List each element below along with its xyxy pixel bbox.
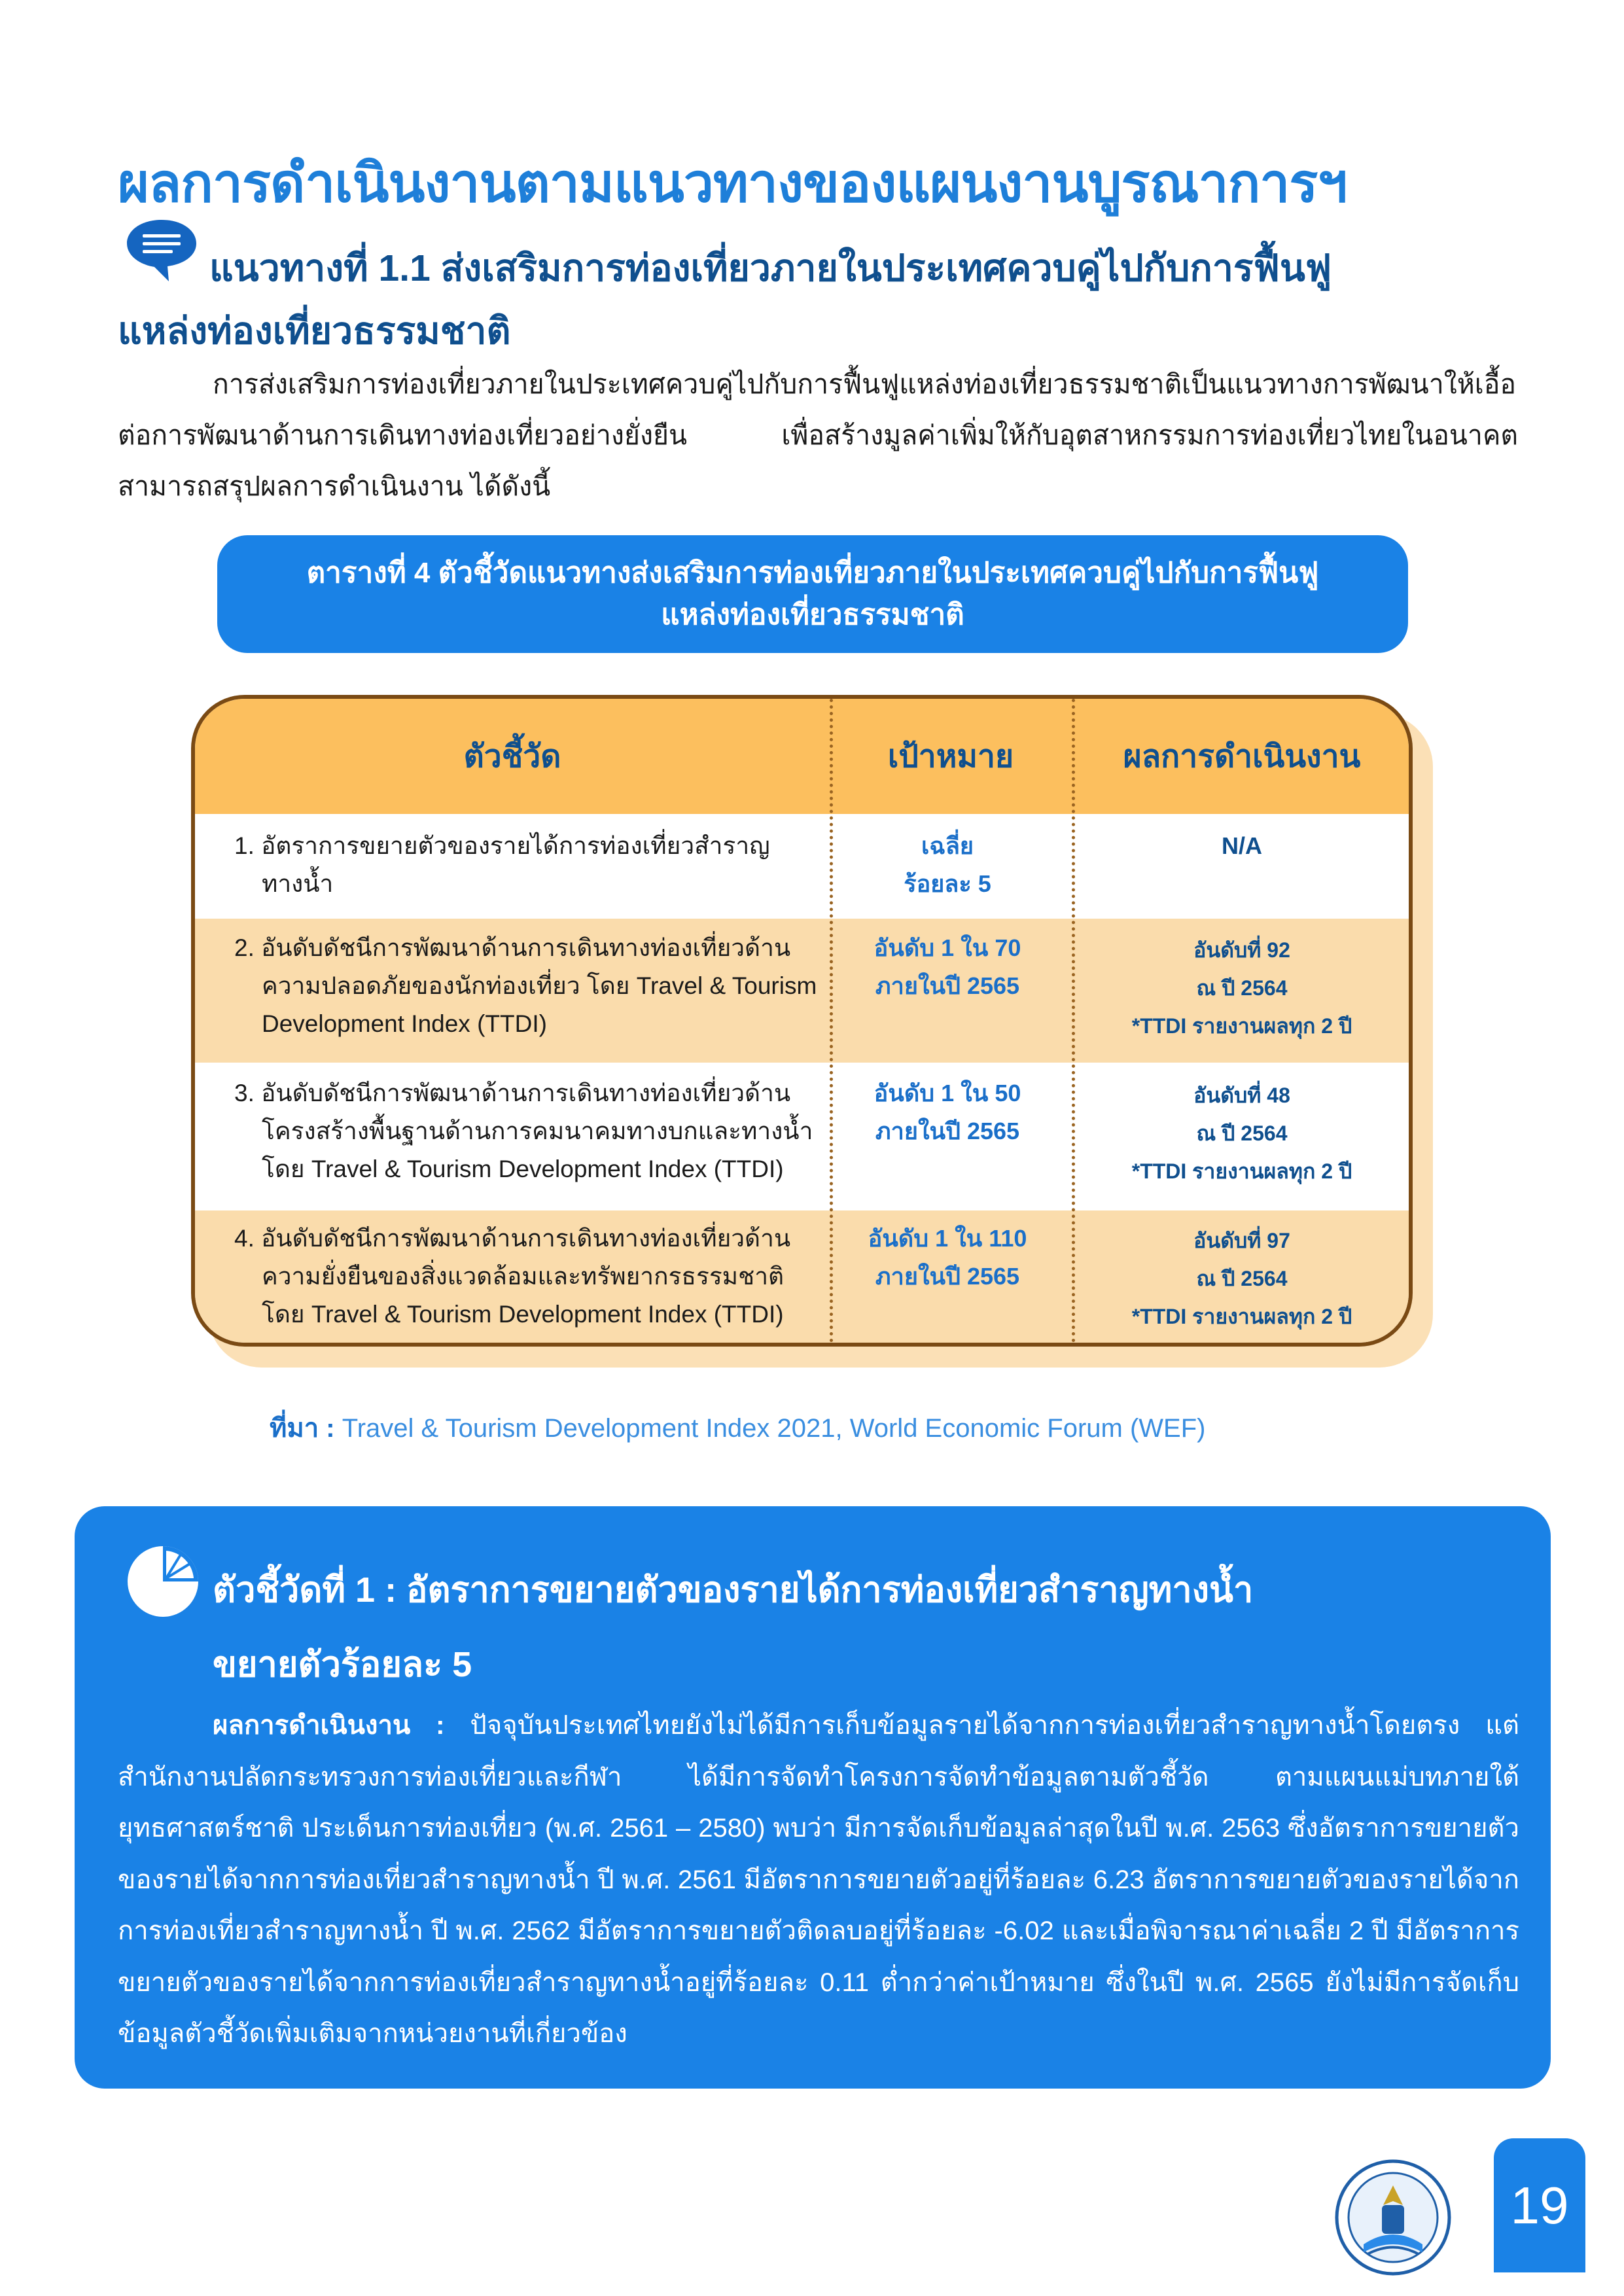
result-cell <box>1072 1222 1412 1335</box>
header-indicator: ตัวชี้วัด <box>463 739 561 774</box>
guideline-title: แนวทางที่ 1.1 ส่งเสริมการท่องเที่ยวภายในประเทศควบคู่ไปกับการฟื้นฟู แหล่งท่องเที่ยวธรรมชาติ <box>118 247 1332 352</box>
result-line: *TTDI รายงานผลทุก 2 ปี <box>1131 1305 1352 1328</box>
kpi-result-label: ผลการดำเนินงาน : <box>213 1711 445 1740</box>
kpi-title-line2: ขยายตัวร้อยละ 5 <box>213 1645 472 1684</box>
target-line: อันดับ 1 ใน 70 <box>874 934 1021 961</box>
kpi-result-text: ปัจจุบันประเทศไทยยังไม่ได้มีการเก็บข้อมูลรายได้จากการท่องเที่ยวสำราญทางน้ำโดยตรง แต่สำนักงานปลัดกระทรวงการท่องเที่ยวและกีฬา ได้มีการจัดทำโครงการจัดทำข้อมูลตามตัวชี้วัด ตามแผนแม่บทภายใต้ยุทธศาสตร์ชาติ ประเด็นการท่องเที่ยว (พ.ศ. 2561 – 2580) พบว่า มีการจัดเก็บข้อมูลล่าสุดในปี พ.ศ. 2563 ซึ่งอัตราการขยายตัวของรายได้จากการท่องเที่ยวสำราญทางน้ำ ปี พ.ศ. 2561 มีอัตราการขยายตัวอยู่ที่ร้อยละ 6.23 อัตราการขยายตัวของรายได้จากการท่องเที่ยวสำราญทางน้ำ ปี พ.ศ. 2562 มีอัตราการขยายตัวติดลบอยู่ที่ร้อยละ -6.02 และเมื่อพิจารณาค่าเฉลี่ย 2 ปี มีอัตราการขยายตัวของรายได้จากการท่องเที่ยวสำราญทางน้ำอยู่ที่ร้อยละ 0.11 ต่ำกว่าค่าเป้าหมาย ซึ่งในปี พ.ศ. 2565 ยังไม่มีการจัดเก็บข้อมูลตัวชี้วัดเพิ่มเติมจากหน่วยงานที่เกี่ยวข้อง <box>118 1711 1519 2048</box>
indicator-line: ความปลอดภัยของนักท่องเที่ยว โดย Travel & Tourism <box>262 972 817 999</box>
result-line: อันดับที่ 97 <box>1193 1229 1290 1252</box>
result-line: อันดับที่ 48 <box>1193 1084 1290 1107</box>
result-line: อันดับที่ 92 <box>1193 938 1290 962</box>
result-line: *TTDI รายงานผลทุก 2 ปี <box>1131 1014 1352 1038</box>
result-cell <box>1072 931 1412 1045</box>
target-line: ภายในปี 2565 <box>875 972 1020 999</box>
indicator-line: 3. อันดับดัชนีการพัฒนาด้านการเดินทางท่องเที่ยวด้าน <box>234 1080 791 1106</box>
table-caption-line2: แหล่งท่องเที่ยวธรรมชาติ <box>661 599 964 631</box>
result-line: ณ ปี 2564 <box>1196 976 1288 1000</box>
indicator-line: ความยั่งยืนของสิ่งแวดล้อมและทรัพยากรธรรมชาติ <box>262 1263 784 1290</box>
table-source <box>270 1407 1205 1449</box>
kpi-result-paragraph <box>118 1700 1519 2060</box>
indicator-line: ทางน้ำ <box>262 870 334 897</box>
indicator-line: โดย Travel & Tourism Development Index (TTDI) <box>262 1156 784 1182</box>
indicator-line: 2. อันดับดัชนีการพัฒนาด้านการเดินทางท่องเที่ยวด้าน <box>234 934 791 961</box>
result-cell <box>1072 827 1412 865</box>
header-target: เป้าหมาย <box>887 739 1014 774</box>
intro-paragraph: การส่งเสริมการท่องเที่ยวภายในประเทศควบคู่ไปกับการฟื้นฟูแหล่งท่องเที่ยวธรรมชาติเป็นแนวทางการพัฒนาให้เอื้อต่อการพัฒนาด้านการเดินทางท่องเที่ยวอย่างยั่งยืน เพื่อสร้างมูลค่าเพิ่มให้กับอุตสาหกรรมการท่องเที่ยวไทยในอนาคต สามารถสรุปผลการดำเนินงาน ได้ดังนี้ <box>118 369 1518 501</box>
table-caption-line1: ตารางที่ 4 ตัวชี้วัดแนวทางส่งเสริมการท่องเที่ยวภายในประเทศควบคู่ไปกับการฟื้นฟู <box>306 557 1319 589</box>
source-label: ที่มา : <box>270 1414 335 1443</box>
indicator-line: Development Index (TTDI) <box>262 1010 547 1037</box>
indicator-line: 4. อันดับดัชนีการพัฒนาด้านการเดินทางท่องเที่ยวด้าน <box>234 1225 791 1252</box>
kpi-title <box>213 1553 1456 1702</box>
header-result: ผลการดำเนินงาน <box>1123 739 1361 774</box>
target-cell <box>826 929 1068 1005</box>
target-cell <box>826 1074 1068 1150</box>
page-number: 19 <box>1494 2138 1585 2272</box>
page-title: ผลการดำเนินงานตามแนวทางของแผนงานบูรณาการฯ <box>118 154 1347 213</box>
target-line: อันดับ 1 ใน 50 <box>874 1080 1021 1106</box>
result-cell <box>1072 1076 1412 1190</box>
indicator-table <box>191 695 1413 1347</box>
kpi-title-line1: ตัวชี้วัดที่ 1 : อัตราการขยายตัวของรายได้การท่องเที่ยวสำราญทางน้ำ <box>213 1570 1254 1610</box>
target-line: ร้อยละ 5 <box>904 870 991 897</box>
indicator-line: โครงสร้างพื้นฐานด้านการคมนาคมทางบกและทางน้ำ <box>262 1118 813 1144</box>
table-caption <box>217 535 1408 653</box>
ministry-seal-logo <box>1335 2159 1451 2276</box>
target-line: เฉลี่ย <box>921 832 974 859</box>
result-line: N/A <box>1222 832 1262 859</box>
pie-chart-icon <box>126 1544 200 1619</box>
target-cell <box>826 1220 1068 1296</box>
indicator-line: 1. อัตราการขยายตัวของรายได้การท่องเที่ยวสำราญ <box>234 832 770 859</box>
target-line: ภายในปี 2565 <box>875 1118 1020 1144</box>
target-line: อันดับ 1 ใน 110 <box>868 1225 1027 1252</box>
result-line: ณ ปี 2564 <box>1196 1122 1288 1145</box>
result-line: ณ ปี 2564 <box>1196 1267 1288 1290</box>
target-cell <box>826 827 1068 903</box>
target-line: ภายในปี 2565 <box>875 1263 1020 1290</box>
indicator-line: โดย Travel & Tourism Development Index (TTDI) <box>262 1301 784 1328</box>
source-text: Travel & Tourism Development Index 2021, World Economic Forum (WEF) <box>342 1414 1206 1443</box>
result-line: *TTDI รายงานผลทุก 2 ปี <box>1131 1159 1352 1183</box>
